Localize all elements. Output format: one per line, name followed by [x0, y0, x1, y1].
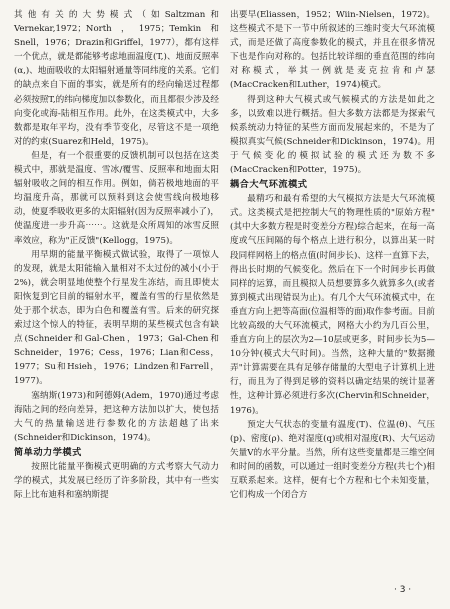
paragraph: 最精巧和最有希望的大气模拟方法是大气环流模式。这类模式是把控制大气的物理性质的"原始方程"(其中大多数方程是时变差分方程)综合起来，在每一高度或气压间隔的每个格点上进行积分，以算出某一时段同样网格上的格点值(时间步长)、这样一直算下去，得出长时期的气候变化。然后在下一个时间步长再做同样的运算，而且模拟人员想要算多久就算多久(或者算到模式出现错误为止)。有几个大气环流模式中，在垂直方向上把等高面(位温相等的面)取作参考面。目前比较高级的大气环流模式，网格大小约为几百公里，垂直方向上的层次为2—10层或更多，时间步长为5—10分钟(模式大气时间)。当然，这种大量的"数据搬弄"计算需要在具有足够存储量的大型电子计算机上进行，而且为了得到足够的资料以确定结果的统计显著性，这种计算必须进行多次(Chervin和Schneider，1976)。: [230, 194, 435, 416]
left-column: [14, 8, 219, 502]
paragraph: 但是，有一个很重要的反馈机制可以包括在这类模式中，那就是温度、雪冰/覆雪、反照率和地面太阳辐射吸收之间的相互作用。例如，倘若极地地面的平均温度升高，那就可以预料到这会使雪线向极地移动，使夏季吸收更多的太阳辐射(因为反照率减小了)，使温度进一步升高⋯⋯。这就是众所周知的冰雪反照率效应，称为"正反馈"(Kellogg，1975)。: [14, 150, 219, 246]
paragraph: 出要早(Eliassen，1952；Wiin-Nielsen，1972)。这些模式不是下一节中所叙述的三维时变大气环流模式，而是还做了高度参数化的模式，并且在很多情况下也是作向对称的。包括比较详细的垂直范围的纬向对称模式，举其一例就是麦克拉肯和卢瑟(MacCracken和Luther，1974)模式。: [230, 10, 435, 91]
paragraph: 得到这种大气模式或气候模式的方法是如此之多，以致难以进行概括。但大多数方法都是为探索气候系统动力特征的某些方面而发展起来的，不是为了模拟真实气候(Schneider和Dickinson，1974)。用于气候变化的模拟试验的模式还为数不多(MacCracken和Potter，1975)。: [230, 94, 435, 176]
paragraph: 用早期的能量平衡模式做试验，取得了一项惊人的发现，就是太阳能输入量相对不太过份的减小(小于2%)，就会明显地使整个行星发生冻结，而且即使太阳恢复到它目前的辐射水平，覆盖有雪的行星依然是处于那个状态，即为白色和覆盖有雪。后来的研究探索过这个惊人的特征，表明早期的某些模式包含有缺点(Schneider和Gal-Chen，1973；Gal-Chen和Schneider，1976；Cess，1976；Lian和Cess，1977；Su和Hsieh，1976；Lindzen和Farrell，1977)。: [14, 249, 219, 387]
page-number: · 3 ·: [394, 585, 412, 595]
section-heading-simple-dynamical-models: 简单动力学模式: [14, 446, 82, 458]
paragraph: 塞纳斯(1973)和阿德姆(Adem，1970)通过考虑海陆之间的经向差异，把这种方法加以扩大，使包括大气的热量输送进行参数化的方法超越了出来(Schneider和Dickinson，1974)。: [14, 390, 219, 443]
section-heading-coupled-gcm: 耦合大气环流模式: [230, 179, 308, 191]
paragraph: 按照比能量平衡模式更明确的方式考察大气动力学的模式，其发展已经历了许多阶段，其中有一些实际上比布迪科和塞纳斯提: [14, 461, 219, 501]
paragraph: 其他有关的大势模式（如Saltzman和Vernekar,1972；North，1975；Temkin和Snell，1976；Drazin和Griffel，1977），都有这样一个优点，就是都能够考虑地面温度(T,)、地面反照率(α,)、地面吸收的太阳辐射通量等同纬度的关系。它们的缺点来自下面的事实，就是所有的经向输送过程都必须按照T,的纬向梯度加以参数化，而且都很少涉及经向变化或海-陆相互作用。此外，在这类模式中，大多数都是取年平均，没有季节变化，尽管这不是一项绝对的约束(Suarez和Held，1975)。: [14, 10, 219, 147]
paragraph: 预定大气状态的变量有温度(T)、位温(θ)、气压(p)、密度(ρ)、绝对湿度(q)或相对湿度(R)、大气运动矢量V的水平分量。当然，所有这些变量都是三维空间和时间的函数，可以通过一组时变差分方程(共七个)相互联系起来。这样，便有七个方程和七个未知变量，它们构成一个闭合方: [230, 419, 435, 501]
right-column: [230, 8, 435, 502]
